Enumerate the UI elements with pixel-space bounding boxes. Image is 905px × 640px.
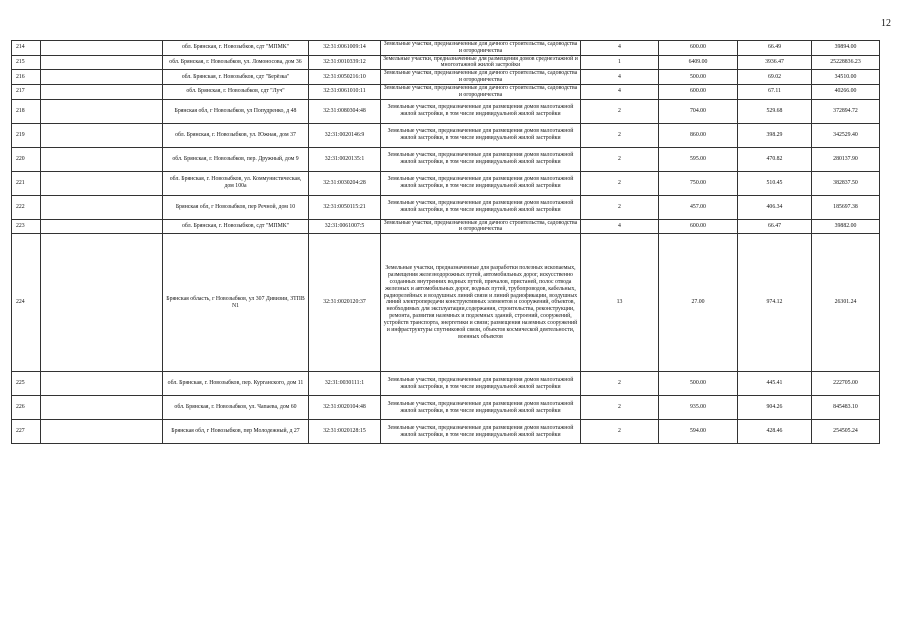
land-use-cell: Земельные участки, предназначенные для размещения домов малоэтажной жилой застройки, в том числе индивидуальной жилой застройки [381, 396, 581, 420]
cadastral-value-cell: 185697.38 [812, 195, 880, 219]
group-cell: 2 [581, 420, 659, 444]
cadastral-value-cell: 25228836.23 [812, 55, 880, 70]
gap-cell [41, 99, 163, 123]
rate-cell: 66.47 [738, 219, 812, 234]
cadastral-value-cell: 254505.24 [812, 420, 880, 444]
gap-cell [41, 41, 163, 56]
gap-cell [41, 195, 163, 219]
cadastral-number-cell: 32:31:0050216:10 [309, 70, 381, 85]
table-row [12, 195, 880, 219]
row-number: 217 [12, 84, 41, 99]
gap-cell [41, 84, 163, 99]
land-use-cell: Земельные участки, предназначенные для дачного строительства, садоводства и огородничества [381, 84, 581, 99]
row-number: 214 [12, 41, 41, 56]
cadastral-value-cell: 39894.00 [812, 41, 880, 56]
address-cell: Брянская обл, г Новозыбков, пер Речной, дом 10 [163, 195, 309, 219]
row-number: 215 [12, 55, 41, 70]
table-body [12, 41, 880, 444]
row-number: 219 [12, 123, 41, 147]
rate-cell: 470.82 [738, 147, 812, 171]
gap-cell [41, 420, 163, 444]
table-row [12, 234, 880, 372]
cadastral-number-cell: 32:31:0020104:48 [309, 396, 381, 420]
cadastral-number-cell: 32:31:0020120:37 [309, 234, 381, 372]
land-use-cell: Земельные участки, предназначенные для разработки полезных ископаемых, размещения железнодорожных путей, автомобильных дорог, искусственно созданных внутренних водных путей, причалов, пристаней, полос отвода железных и автомобильных дорог, водных путей, трубопроводов, кабельных, радиорелейных и воздушных линий связи и линий радиофикации, воздушных линий электропередачи конструктивных элементов и сооружений, объектов, необходимых для эксплуатации,содержания, строительства, реконструкции, ремонта, развития наземных и подземных зданий, строений, сооружений, устройств транспорта, энергетики и связи; размещения наземных сооружений и инфраструктуры спутниковой связи, объектов космической деятельности, военных объектов [381, 234, 581, 372]
cadastral-value-cell: 26301.24 [812, 234, 880, 372]
address-cell: обл. Брянская, г. Новозыбков, пер. Курганского, дом 11 [163, 372, 309, 396]
land-use-cell: Земельные участки, предназначенные для размещения домов малоэтажной жилой застройки, в том числе индивидуальной жилой застройки [381, 123, 581, 147]
address-cell: обл. Брянская, г. Новозыбков, сдт "Берёзка" [163, 70, 309, 85]
area-cell: 595.00 [659, 147, 738, 171]
cadastral-value-cell: 40266.00 [812, 84, 880, 99]
rate-cell: 66.49 [738, 41, 812, 56]
cadastral-value-cell: 372894.72 [812, 99, 880, 123]
rate-cell: 428.46 [738, 420, 812, 444]
group-cell: 2 [581, 195, 659, 219]
rate-cell: 974.12 [738, 234, 812, 372]
land-use-cell: Земельные участки, предназначенные для размещения домов малоэтажной жилой застройки, в том числе индивидуальной жилой застройки [381, 99, 581, 123]
address-cell: Брянская обл, г Новозыбков, пер Молодежный, д 27 [163, 420, 309, 444]
gap-cell [41, 123, 163, 147]
address-cell: обл. Брянская, г. Новозыбков, ул. Ломоносова, дом 36 [163, 55, 309, 70]
area-cell: 860.00 [659, 123, 738, 147]
group-cell: 2 [581, 171, 659, 195]
area-cell: 600.00 [659, 41, 738, 56]
group-cell: 2 [581, 123, 659, 147]
gap-cell [41, 234, 163, 372]
table-row [12, 219, 880, 234]
table-row [12, 41, 880, 56]
cadastral-number-cell: 32:31:0061007:5 [309, 219, 381, 234]
row-number: 221 [12, 171, 41, 195]
land-use-cell: Земельные участки, предназначенные для дачного строительства, садоводства и огородничества [381, 41, 581, 56]
gap-cell [41, 171, 163, 195]
area-cell: 500.00 [659, 70, 738, 85]
row-number: 223 [12, 219, 41, 234]
land-use-cell: Земельные участки, предназначенные для дачного строительства, садоводства и огородничества [381, 219, 581, 234]
address-cell: обл. Брянская, г. Новозыбков, ул. Южная, дом 37 [163, 123, 309, 147]
area-cell: 935.00 [659, 396, 738, 420]
table-row [12, 396, 880, 420]
cadastral-number-cell: 32:31:0030204:28 [309, 171, 381, 195]
table-row [12, 171, 880, 195]
gap-cell [41, 396, 163, 420]
area-cell: 750.00 [659, 171, 738, 195]
area-cell: 594.00 [659, 420, 738, 444]
cadastral-number-cell: 32:31:0080304:48 [309, 99, 381, 123]
row-number: 218 [12, 99, 41, 123]
land-use-cell: Земельные участки, предназначенные для дачного строительства, садоводства и огородничества [381, 70, 581, 85]
row-number: 216 [12, 70, 41, 85]
rate-cell: 398.29 [738, 123, 812, 147]
rate-cell: 904.26 [738, 396, 812, 420]
gap-cell [41, 55, 163, 70]
table-row [12, 55, 880, 70]
cadastral-number-cell: 32:31:0030111:1 [309, 372, 381, 396]
cadastral-value-cell: 845483.10 [812, 396, 880, 420]
page-number: 12 [881, 18, 891, 29]
land-use-cell: Земельные участки, предназначенные для размещения домов малоэтажной жилой застройки, в том числе индивидуальной жилой застройки [381, 372, 581, 396]
rate-cell: 3936.47 [738, 55, 812, 70]
cadastral-number-cell: 32:31:0020146:9 [309, 123, 381, 147]
area-cell: 704.00 [659, 99, 738, 123]
table-row [12, 123, 880, 147]
cadastral-number-cell: 32:31:0020135:1 [309, 147, 381, 171]
address-cell: обл. Брянская, г. Новозыбков, ул. Коммунистическая, дом 100а [163, 171, 309, 195]
cadastral-number-cell: 32:31:0050115:21 [309, 195, 381, 219]
row-number: 225 [12, 372, 41, 396]
rate-cell: 69.02 [738, 70, 812, 85]
rate-cell: 529.68 [738, 99, 812, 123]
cadastral-number-cell: 32:31:0010339:12 [309, 55, 381, 70]
row-number: 222 [12, 195, 41, 219]
table-row [12, 70, 880, 85]
land-use-cell: Земельные участки, предназначенные для размещения домов среднеэтажной и многоэтажной жилой застройки [381, 55, 581, 70]
table-row [12, 420, 880, 444]
address-cell: обл. Брянская, г. Новозыбков, сдт "МПМК" [163, 219, 309, 234]
group-cell: 4 [581, 219, 659, 234]
gap-cell [41, 70, 163, 85]
address-cell: обл. Брянская, г. Новозыбков, сдт "Луч" [163, 84, 309, 99]
land-use-cell: Земельные участки, предназначенные для размещения домов малоэтажной жилой застройки, в том числе индивидуальной жилой застройки [381, 420, 581, 444]
group-cell: 2 [581, 396, 659, 420]
row-number: 226 [12, 396, 41, 420]
row-number: 220 [12, 147, 41, 171]
cadastral-value-cell: 34510.00 [812, 70, 880, 85]
cadastral-number-cell: 32:31:0061009:14 [309, 41, 381, 56]
row-number: 227 [12, 420, 41, 444]
gap-cell [41, 147, 163, 171]
group-cell: 13 [581, 234, 659, 372]
rate-cell: 445.41 [738, 372, 812, 396]
cadastral-value-cell: 382837.50 [812, 171, 880, 195]
address-cell: обл. Брянская, г. Новозыбков, пер. Дружный, дом 9 [163, 147, 309, 171]
table-row [12, 99, 880, 123]
area-cell: 500.00 [659, 372, 738, 396]
table-row [12, 84, 880, 99]
group-cell: 4 [581, 41, 659, 56]
group-cell: 4 [581, 84, 659, 99]
cadastral-number-cell: 32:31:0020128:15 [309, 420, 381, 444]
table-row [12, 372, 880, 396]
land-use-cell: Земельные участки, предназначенные для размещения домов малоэтажной жилой застройки, в том числе индивидуальной жилой застройки [381, 195, 581, 219]
address-cell: обл. Брянская, г. Новозыбков, ул. Чапаева, дом 60 [163, 396, 309, 420]
cadastral-number-cell: 32:31:0061010:11 [309, 84, 381, 99]
rate-cell: 406.34 [738, 195, 812, 219]
area-cell: 600.00 [659, 219, 738, 234]
table-row [12, 147, 880, 171]
address-cell: Брянская область, г Новозыбков, ул 307 Дивизии, ЗТПВ N1 [163, 234, 309, 372]
address-cell: Брянская обл, г Новозыбков, ул Попудренко, д 48 [163, 99, 309, 123]
group-cell: 2 [581, 147, 659, 171]
rate-cell: 67.11 [738, 84, 812, 99]
area-cell: 6409.00 [659, 55, 738, 70]
group-cell: 4 [581, 70, 659, 85]
cadastral-value-cell: 39882.00 [812, 219, 880, 234]
row-number: 224 [12, 234, 41, 372]
cadastral-value-cell: 280137.90 [812, 147, 880, 171]
area-cell: 457.00 [659, 195, 738, 219]
cadastral-value-cell: 342529.40 [812, 123, 880, 147]
area-cell: 600.00 [659, 84, 738, 99]
land-use-cell: Земельные участки, предназначенные для размещения домов малоэтажной жилой застройки, в том числе индивидуальной жилой застройки [381, 171, 581, 195]
gap-cell [41, 219, 163, 234]
rate-cell: 510.45 [738, 171, 812, 195]
group-cell: 2 [581, 99, 659, 123]
land-use-cell: Земельные участки, предназначенные для размещения домов малоэтажной жилой застройки, в том числе индивидуальной жилой застройки [381, 147, 581, 171]
group-cell: 1 [581, 55, 659, 70]
land-registry-table [11, 40, 880, 444]
group-cell: 2 [581, 372, 659, 396]
address-cell: обл. Брянская, г. Новозыбков, сдт "МПМК" [163, 41, 309, 56]
area-cell: 27.00 [659, 234, 738, 372]
cadastral-value-cell: 222705.00 [812, 372, 880, 396]
gap-cell [41, 372, 163, 396]
